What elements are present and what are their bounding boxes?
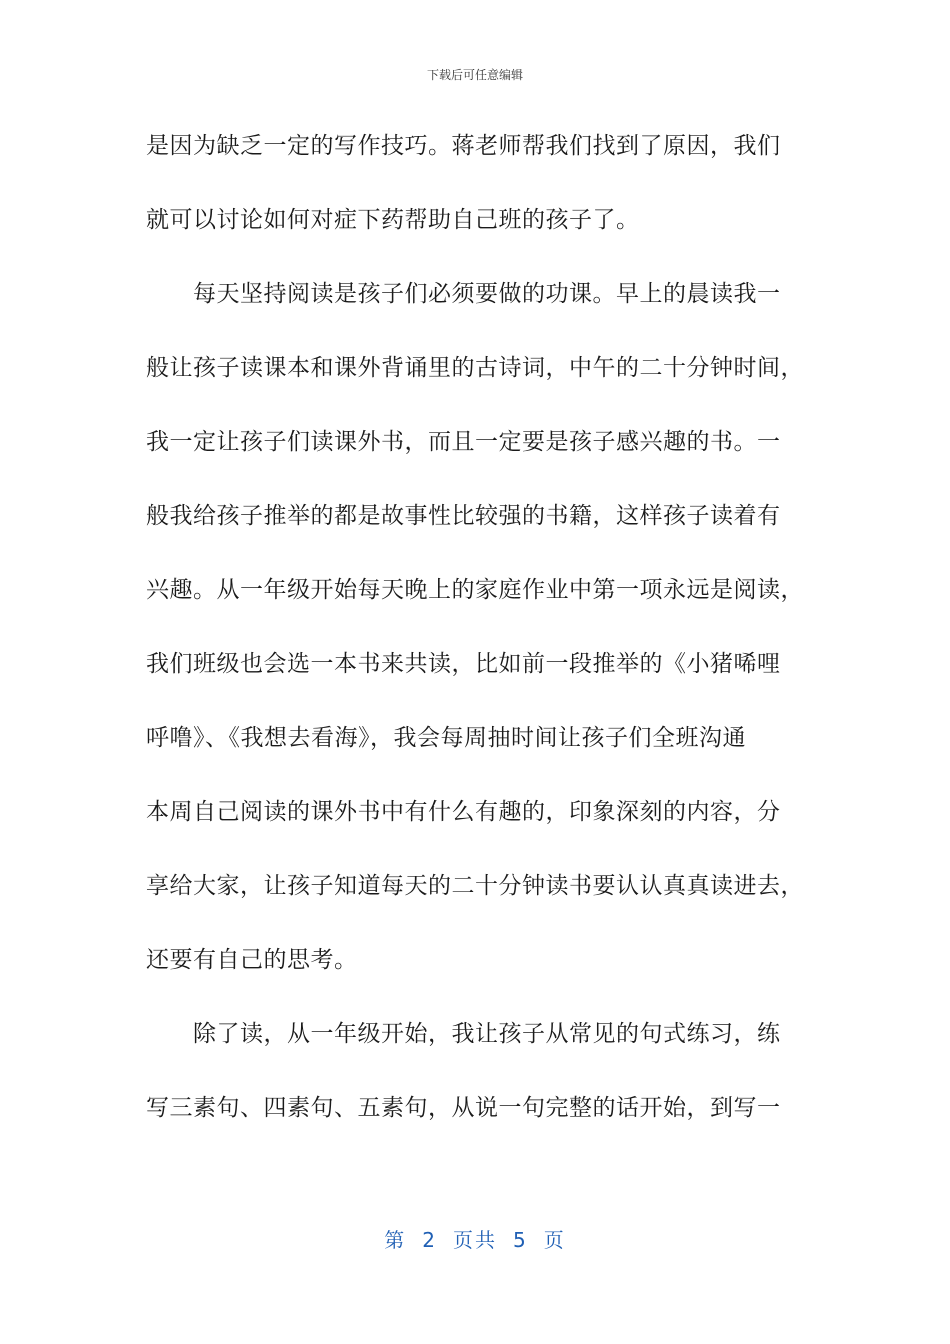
page-number: 2 — [422, 1228, 437, 1252]
text-line: 还要有自己的思考。 — [146, 947, 358, 973]
page-header: 下载后可任意编辑 — [426, 68, 523, 82]
text-line: 写三素句、四素句、五素句，从说一句完整的话开始，到写一 — [146, 1095, 781, 1121]
text-line: 就可以讨论如何对症下药帮助自己班的孩子了。 — [146, 207, 640, 233]
text-line: 般我给孩子推举的都是故事性比较强的书籍，这样孩子读着有 — [146, 503, 781, 529]
text-line: 我一定让孩子们读课外书，而且一定要是孩子感兴趣的书。一 — [146, 429, 781, 455]
text-line: 是因为缺乏一定的写作技巧。蒋老师帮我们找到了原因，我们 — [146, 133, 781, 159]
text-line: 本周自己阅读的课外书中有什么有趣的，印象深刻的内容，分 — [146, 799, 781, 825]
document-body — [146, 124, 806, 1160]
text-line: 呼噜》、《我想去看海》，我会每周抽时间让孩子们全班沟通 — [146, 725, 746, 751]
text-line: 除了读，从一年级开始，我让孩子从常见的句式练习，练 — [146, 1021, 781, 1047]
text-line: 享给大家，让孩子知道每天的二十分钟读书要认认真真读进去， — [146, 873, 804, 899]
text-line: 每天坚持阅读是孩子们必须要做的功课。早上的晨读我一 — [146, 281, 781, 307]
total-pages: 5 — [513, 1228, 528, 1252]
footer-suffix: 页 — [543, 1228, 566, 1252]
text-line: 我们班级也会选一本书来共读，比如前一段推举的《小猪唏哩 — [146, 651, 781, 677]
footer-prefix: 第 — [384, 1228, 407, 1252]
text-line: 般让孩子读课本和课外背诵里的古诗词，中午的二十分钟时间， — [146, 355, 804, 381]
footer-middle: 页共 — [453, 1228, 497, 1252]
text-line: 兴趣。从一年级开始每天晚上的家庭作业中第一项永远是阅读， — [146, 577, 804, 603]
page-footer — [0, 1224, 950, 1253]
